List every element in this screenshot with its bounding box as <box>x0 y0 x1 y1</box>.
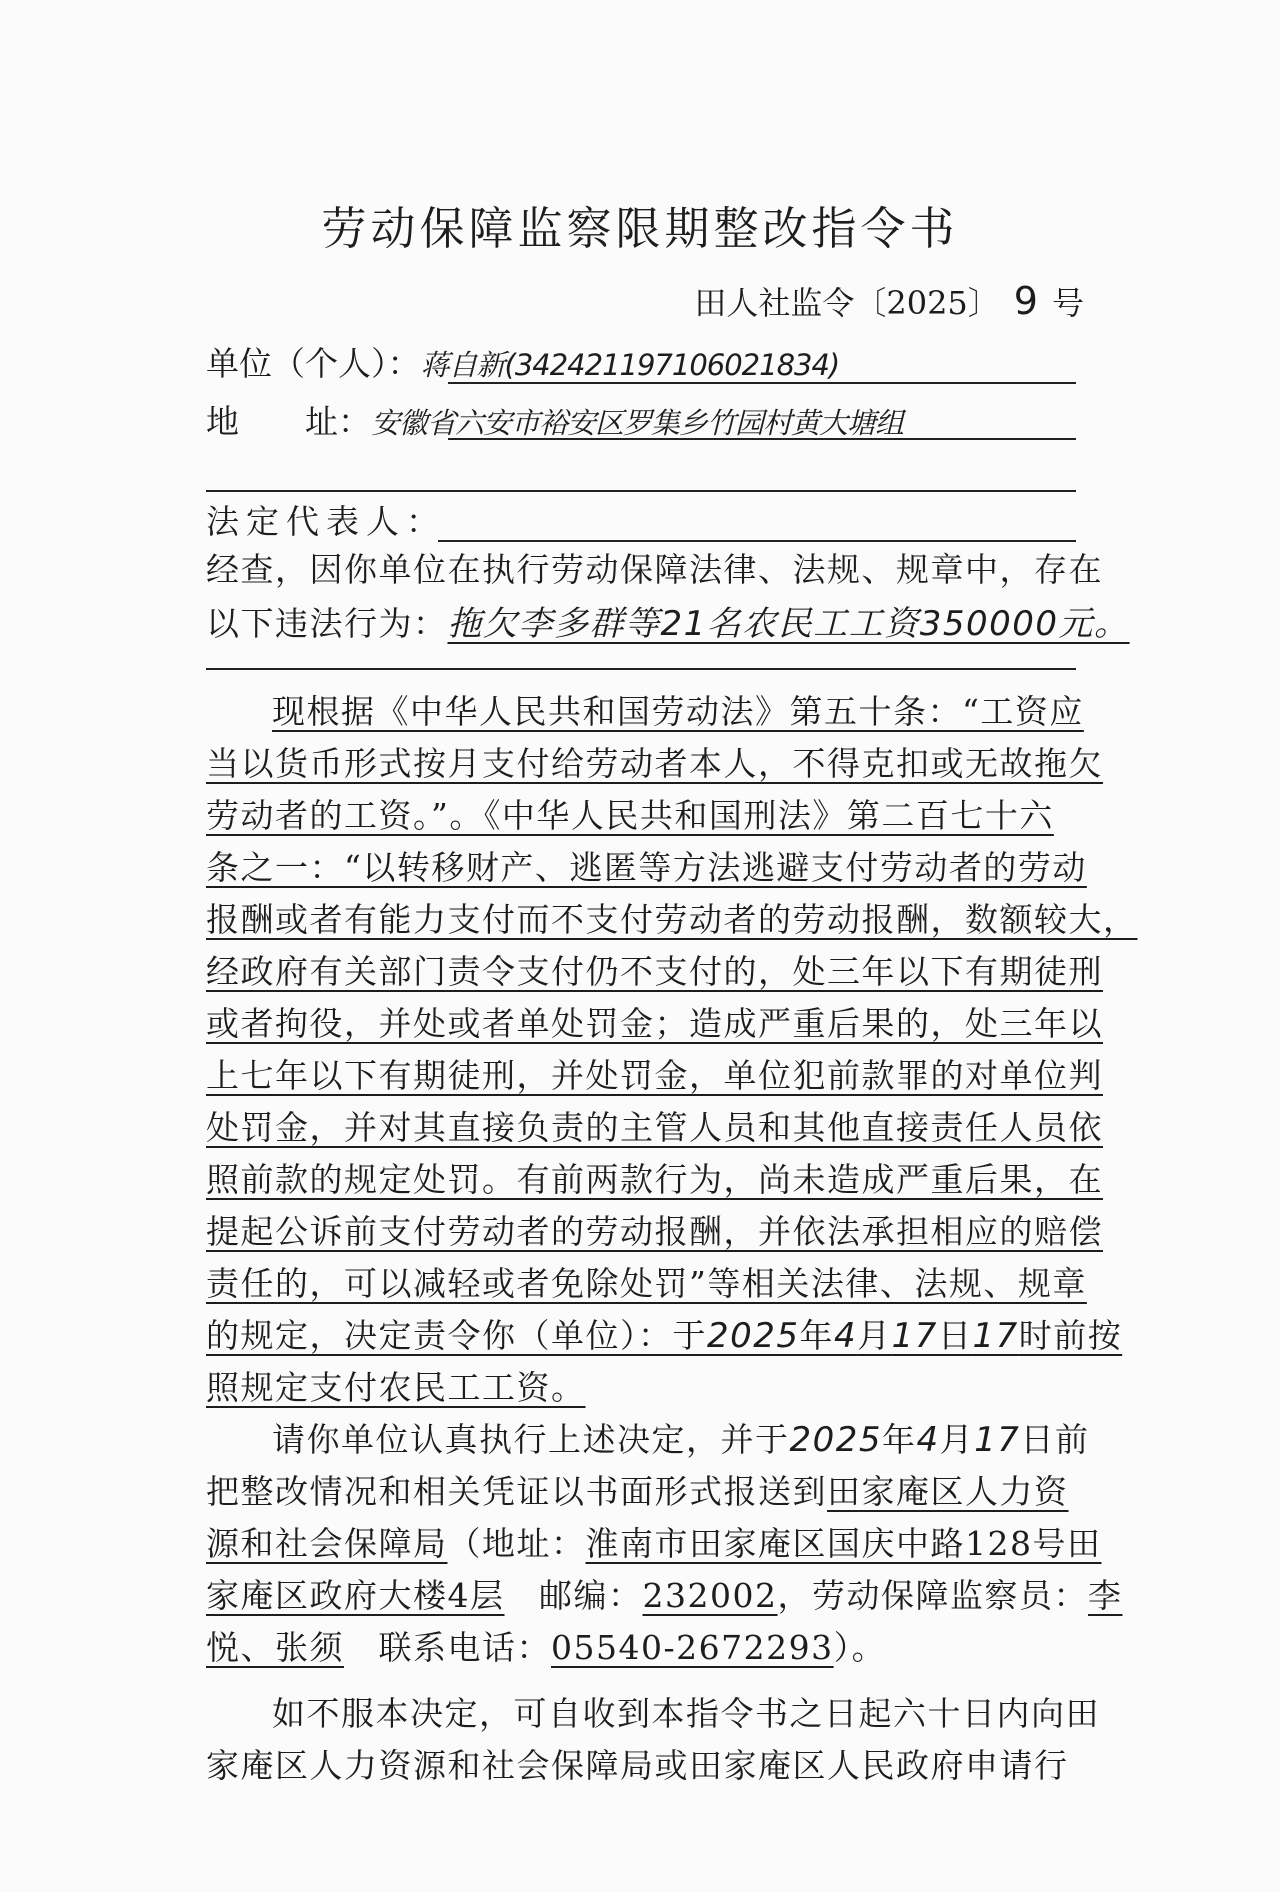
address-underline <box>448 438 1076 440</box>
basis-line: 处罚金，并对其直接负责的主管人员和其他直接责任人员依 <box>206 1108 1103 1147</box>
finding-underline-2 <box>206 668 1076 670</box>
doc-number-handwritten: 9 <box>1013 279 1038 323</box>
address-value: 安徽省六安市裕安区罗集乡竹园村黄大塘组 <box>371 406 904 440</box>
unit-underline <box>448 382 1076 384</box>
finding-line-1: 经查，因你单位在执行劳动保障法律、法规、规章中，存在 <box>206 550 1103 589</box>
request-line-4: 家庵区政府大楼4层 邮编：232002，劳动保障监察员：李 <box>206 1576 1123 1615</box>
basis-line: 或者拘役，并处或者单处罚金；造成严重后果的，处三年以 <box>206 1004 1103 1043</box>
unit-value: 蒋自新(342421197106021834) <box>420 348 840 382</box>
request-day: 17 <box>974 1420 1021 1460</box>
doc-number-suffix: 号 <box>1051 284 1084 322</box>
document-number <box>694 278 1084 324</box>
basis-line: 当以货币形式按月支付给劳动者本人，不得克扣或无故拖欠 <box>206 744 1103 783</box>
finding-label: 以下违法行为： <box>206 604 448 643</box>
document-title: 劳动保障监察限期整改指令书 <box>321 202 959 255</box>
unit-field <box>206 338 839 385</box>
decision-line-2: 照规定支付农民工工资。 <box>206 1368 586 1407</box>
doc-number-prefix: 田人社监令〔2025〕 <box>694 284 1000 322</box>
decision-hour: 17 <box>972 1316 1019 1356</box>
legal-rep-underline <box>438 540 1076 542</box>
basis-line: 上七年以下有期徒刑，并处罚金，单位犯前款罪的对单位判 <box>206 1056 1103 1095</box>
address-field <box>206 396 903 443</box>
address-label: 地 址： <box>206 402 371 441</box>
request-line-1: 请你单位认真执行上述决定，并于2025年4月17日前 <box>272 1420 1090 1460</box>
unit-label: 单位（个人）： <box>206 344 421 383</box>
decision-line-1: 的规定，决定责令你（单位）：于2025年4月17日17时前按 <box>206 1316 1123 1356</box>
request-line-3: 源和社会保障局（地址：淮南市田家庵区国庆中路128号田 <box>206 1524 1102 1563</box>
legal-rep-label: 法定代表人： <box>206 502 446 541</box>
finding-value: 拖欠李多群等21名农民工工资350000元。 <box>447 604 1130 644</box>
request-year: 2025 <box>789 1420 883 1460</box>
basis-line: 经政府有关部门责令支付仍不支付的，处三年以下有期徒刑 <box>206 952 1103 991</box>
basis-line: 条之一：“以转移财产、逃匿等方法逃避支付劳动者的劳动 <box>206 848 1087 887</box>
basis-line: 提起公诉前支付劳动者的劳动报酬，并依法承担相应的赔偿 <box>206 1212 1103 1251</box>
decision-month: 4 <box>834 1316 858 1356</box>
decision-year: 2025 <box>707 1316 800 1356</box>
basis-line: 照前款的规定处罚。有前两款行为，尚未造成严重后果，在 <box>206 1160 1103 1199</box>
decision-day: 17 <box>891 1316 938 1356</box>
appeal-line-2: 家庵区人力资源和社会保障局或田家庵区人民政府申请行 <box>206 1746 1069 1785</box>
basis-line: 报酬或者有能力支付而不支付劳动者的劳动报酬，数额较大， <box>206 900 1138 939</box>
basis-line: 责任的，可以减轻或者免除处罚”等相关法律、法规、规章 <box>206 1264 1087 1303</box>
request-line-2: 把整改情况和相关凭证以书面形式报送到田家庵区人力资 <box>206 1472 1069 1511</box>
finding-line-2 <box>206 596 1130 645</box>
appeal-line-1: 如不服本决定，可自收到本指令书之日起六十日内向田 <box>272 1694 1100 1733</box>
basis-line: 现根据《中华人民共和国劳动法》第五十条：“工资应 <box>272 692 1084 731</box>
basis-line: 劳动者的工资。”。《中华人民共和国刑法》第二百七十六 <box>206 796 1054 835</box>
request-month: 4 <box>916 1420 940 1460</box>
request-line-5: 悦、张须 联系电话：05540-2672293）。 <box>206 1628 887 1667</box>
address-underline-2 <box>206 490 1076 492</box>
